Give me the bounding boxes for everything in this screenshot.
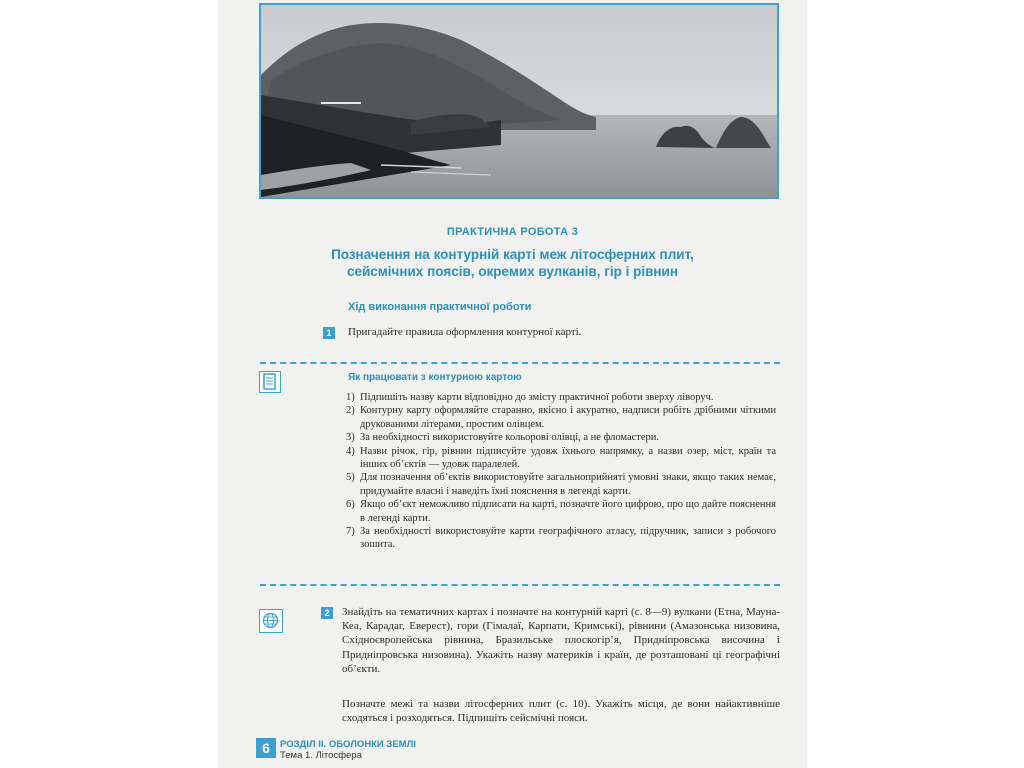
rules-list <box>346 391 776 552</box>
step-1-badge: 1 <box>323 327 335 339</box>
footer-section: РОЗДІЛ ІІ. ОБОЛОНКИ ЗЕМЛІ <box>280 739 416 750</box>
landscape-photo <box>259 3 779 199</box>
list-item: 5) Для позначення об’єктів використовуйте загальноприйняті умовні знаки, якщо таких немає, придумайте власні і наведіть їхні пояснення в легенді карти. <box>346 472 776 497</box>
divider-top <box>260 362 780 364</box>
divider-bottom <box>260 584 780 586</box>
list-item: 7) За необхідності використовуйте карти географічного атласу, підручник, записи з робочого зошита. <box>346 526 776 551</box>
step-2-text: Знайдіть на тематичних картах і позначте на контурній карті (с. 8—9) вулкани (Етна, Мауна-Кеа, Карадаг, Еверест), гори (Гімалаї, Карпати, Кримські), рівнини (Амазонська низовина, Східноєвропейська рівнина, Бразильське плоскогір’я, Придніпровська височина і Придніпровська низовина). Укажіть назву материків і країн, де розташовані ці географічні об’єкти. <box>342 606 780 675</box>
howto-heading: Як працювати з контурною картою <box>348 372 522 383</box>
list-item: 2) Контурну карту оформляйте старанно, якісно і акуратно, надписи робіть дрібними чіткими друкованими літерами, простим олівцем. <box>346 405 776 430</box>
page-number: 6 <box>256 738 276 758</box>
list-item: 1) Підпишіть назву карти відповідно до змісту практичної роботи зверху ліворуч. <box>346 392 714 403</box>
title-line-2: сейсмічних поясів, окремих вулканів, гір і рівнин <box>346 264 678 279</box>
list-item: 3) За необхідності використовуйте кольорові олівці, а не фломастери. <box>346 432 660 444</box>
globe-icon <box>259 609 283 633</box>
list-item: 6) Якщо об’єкт неможливо підписати на карті, позначте його цифрою, про що дайте пояснення в легенді карти. <box>346 499 776 524</box>
step-1-text: Пригадайте правила оформлення контурної карті. <box>348 326 582 338</box>
textbook-page <box>218 0 807 768</box>
step-2-text-continued: Позначте межі та назви літосферних плит (с. 10). Укажіть місця, де вони найактивніше сходяться і розходяться. Підпишіть сейсмічні пояси. <box>342 698 780 725</box>
notebook-icon <box>259 371 281 393</box>
title-line-1: Позначення на контурній карті меж літосферних плит, <box>331 247 694 262</box>
progress-heading: Хід виконання практичної роботи <box>348 301 532 313</box>
list-item: 4) Назви річок, гір, рівнин підписуйте удовж їхнього напрямку, а назви озер, міст, країн та інших об’єктів — удовж паралелей. <box>346 445 776 471</box>
practical-work-label: ПРАКТИЧНА РОБОТА 3 <box>446 226 579 238</box>
footer-topic: Тема 1. Літосфера <box>280 750 362 761</box>
page-title <box>258 246 767 280</box>
step-2-badge: 2 <box>321 607 333 619</box>
